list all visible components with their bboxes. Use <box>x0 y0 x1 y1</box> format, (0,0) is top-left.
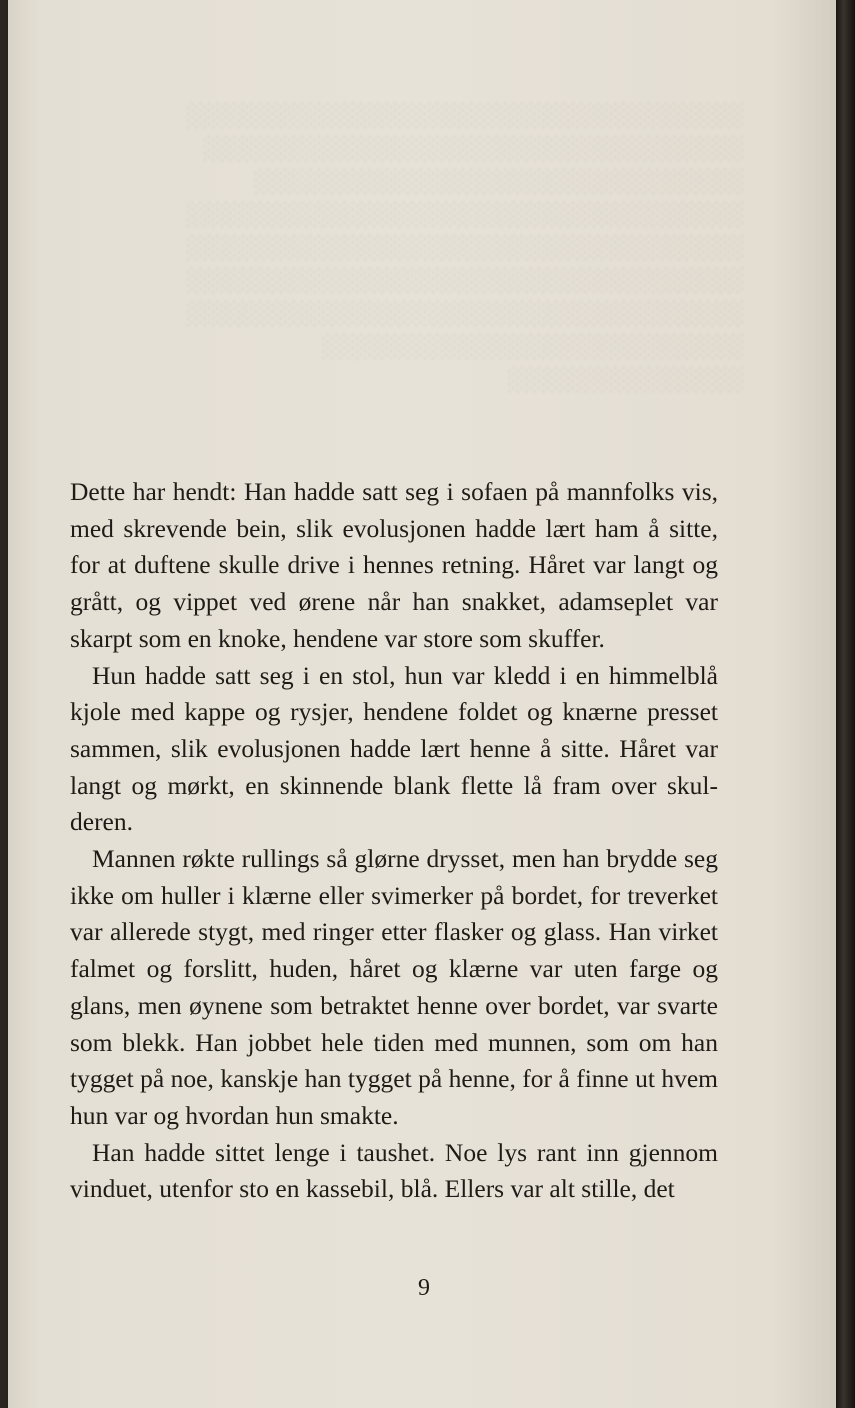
body-text <box>70 474 718 1208</box>
paragraph-4: Han hadde sittet lenge i taushet. Noe lys rant inn gjennom vinduet, utenfor sto en kassebil, blå. Ellers var alt stille, det <box>70 1137 718 1204</box>
book-spine-edge <box>836 0 855 1408</box>
paragraph-2: Hun hadde satt seg i en stol, hun var kledd i en himmelblå kjole med kappe og rysjer, hendene foldet og knærne presset sammen, slik evolusjonen hadde lært henne å sitte. Håret var langt og mørkt, en skinnende blank flette lå fram over skulderen. <box>70 660 718 837</box>
show-through-texture: ░░░░░░░░░░░░░░░░░░░░░░░░░░░░░░░░░ ░░░░░░░░░░░░░░░░░░░░░░░░░░░░░░░░ ░░░░░░░░░░░░░░░░░░░░░░░░░░░░░ ░░░░░░░░░░░░░░░░░░░░░░░░░░░░░░░░░ ░░░░░░░░░░░░░░░░░░░░░░░░░░░░░░░░░ ░░░░░░░░░░░░░░░░░░░░░░░░░░░░░░░░░ ░░░░░░░░░░░░░░░░░░░░░░░░░░░░░░░░░ ░░░░░░░░░░░░░░░░░░░░░░░░░ ░░░░░░░░░░░░░░ <box>184 104 743 393</box>
paragraph-1: Dette har hendt: Han hadde satt seg i sofaen på mannfolks vis, med skrevende bein, slik evolusjonen hadde lært ham å sitte, for at duftene skulle drive i hennes retning. Håret var langt og grått, og vippet ved ørene når han snakket, adamseplet var skarpt som en knoke, hendene var store som skuffer. <box>70 477 718 653</box>
paragraph-3: Mannen røkte rullings så glørne drysset, men han brydde seg ikke om huller i klærne eller svimerker på bordet, for treverket var allerede stygt, med ringer etter flasker og glass. Han virket falmet og forslitt, huden, håret og klærne var uten farge og glans, men øynene som betraktet henne over bordet, var svarte som blekk. Han jobbet hele tiden med munnen, som om han tygget på noe, kanskje han tygget på henne, for å finne ut hvem hun var og hvordan hun smakte. <box>70 844 718 1130</box>
book-page <box>8 0 840 1408</box>
page-number: 9 <box>418 1275 430 1301</box>
